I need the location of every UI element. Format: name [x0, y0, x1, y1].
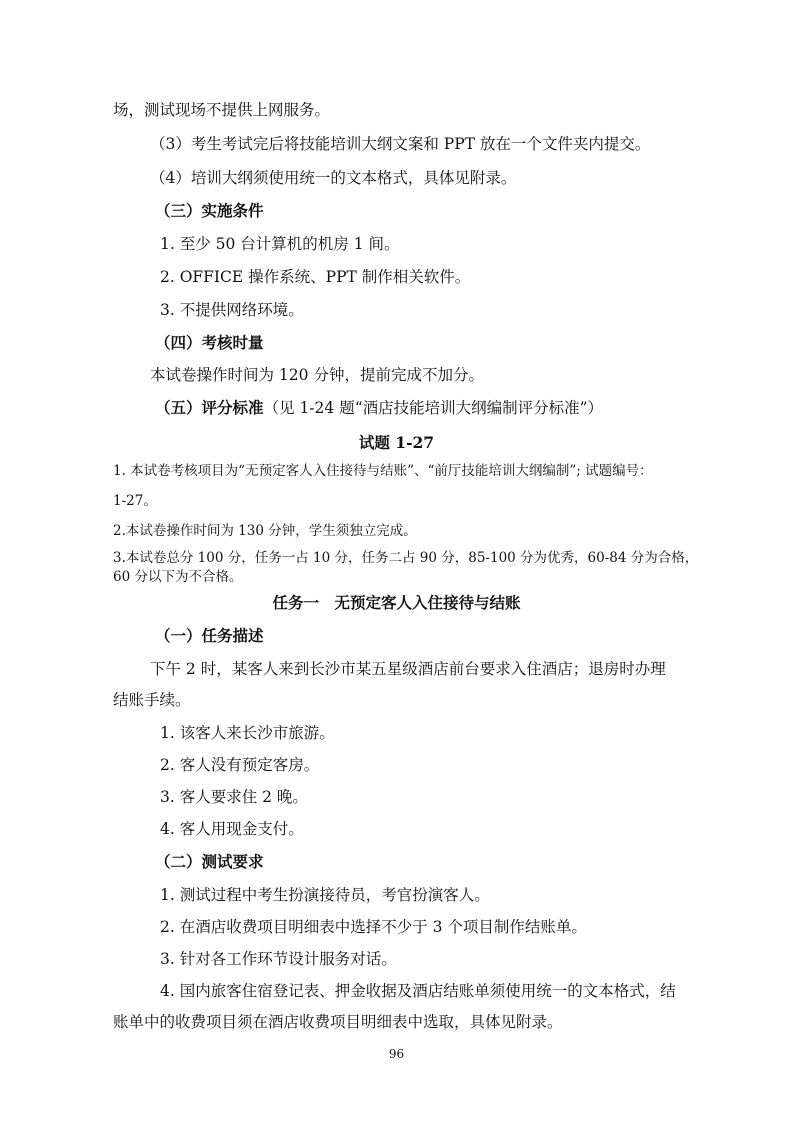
test-requirement-item-cont: 账单中的收费项目须在酒店收费项目明细表中选取，具体见附录。	[113, 1013, 563, 1031]
description-text: 下午 2 时，某客人来到长沙市某五星级酒店前台要求入住酒店；退房时办理	[150, 660, 666, 678]
paragraph-continuation: 场，测试现场不提供上网服务。	[113, 101, 331, 119]
page-number: 96	[388, 1047, 405, 1061]
test-requirement-item: 1. 测试过程中考生扮演接待员，考官扮演客人。	[160, 886, 490, 904]
description-item: 4. 客人用现金支付。	[160, 820, 304, 838]
exam-title: 试题 1-27	[358, 433, 435, 452]
section-scoring-line	[155, 398, 603, 418]
test-requirement-item: 2. 在酒店收费项目明细表中选择不少于 3 个项目制作结账单。	[160, 918, 587, 936]
description-item: 2. 客人没有预定客房。	[160, 756, 320, 774]
requirement-3: （3）考生考试完后将技能培训大纲文案和 PPT 放在一个文件夹内提交。	[150, 135, 651, 153]
exam-info-3-cont: 60 分以下为不合格。	[113, 569, 243, 585]
test-requirement-item: 3. 针对各工作环节设计服务对话。	[160, 950, 397, 968]
test-requirement-item: 4. 国内旅客住宿登记表、押金收据及酒店结账单须使用统一的文本格式，结	[160, 982, 676, 1000]
exam-info-2: 2.本试卷操作时间为 130 分钟，学生须独立完成。	[113, 523, 417, 539]
condition-item: 1. 至少 50 台计算机的机房 1 间。	[160, 235, 400, 253]
duration-text: 本试卷操作时间为 120 分钟，提前完成不加分。	[150, 366, 484, 384]
description-item: 3. 客人要求住 2 晚。	[160, 788, 308, 806]
section-heading-test-requirements: （二）测试要求	[155, 852, 264, 871]
section-heading-description: （一）任务描述	[155, 626, 264, 645]
scoring-note: （见 1-24 题“酒店技能培训大纲编制评分标准”）	[263, 399, 604, 417]
exam-info-1: 1. 本试卷考核项目为“无预定客人入住接待与结账”、“前厅技能培训大纲编制”; 试题编号：	[113, 463, 653, 479]
condition-item: 3. 不提供网络环境。	[160, 301, 304, 319]
exam-info-1-cont: 1-27。	[113, 493, 157, 509]
description-item: 1. 该客人来长沙市旅游。	[160, 724, 335, 742]
section-heading-scoring: （五）评分标准	[155, 398, 264, 417]
requirement-4: （4）培训大纲须使用统一的文本格式，具体见附录。	[150, 169, 517, 187]
exam-info-3: 3.本试卷总分 100 分，任务一占 10 分，任务二占 90 分，85-100 分为优秀，60-84 分为合格，	[113, 550, 699, 566]
condition-item: 2. OFFICE 操作系统、PPT 制作相关软件。	[160, 268, 471, 286]
section-heading-conditions: （三）实施条件	[155, 201, 264, 220]
task-title: 任务一 无预定客人入住接待与结账	[272, 593, 521, 612]
section-heading-duration: （四）考核时量	[155, 333, 264, 352]
description-text-cont: 结账手续。	[113, 691, 191, 709]
